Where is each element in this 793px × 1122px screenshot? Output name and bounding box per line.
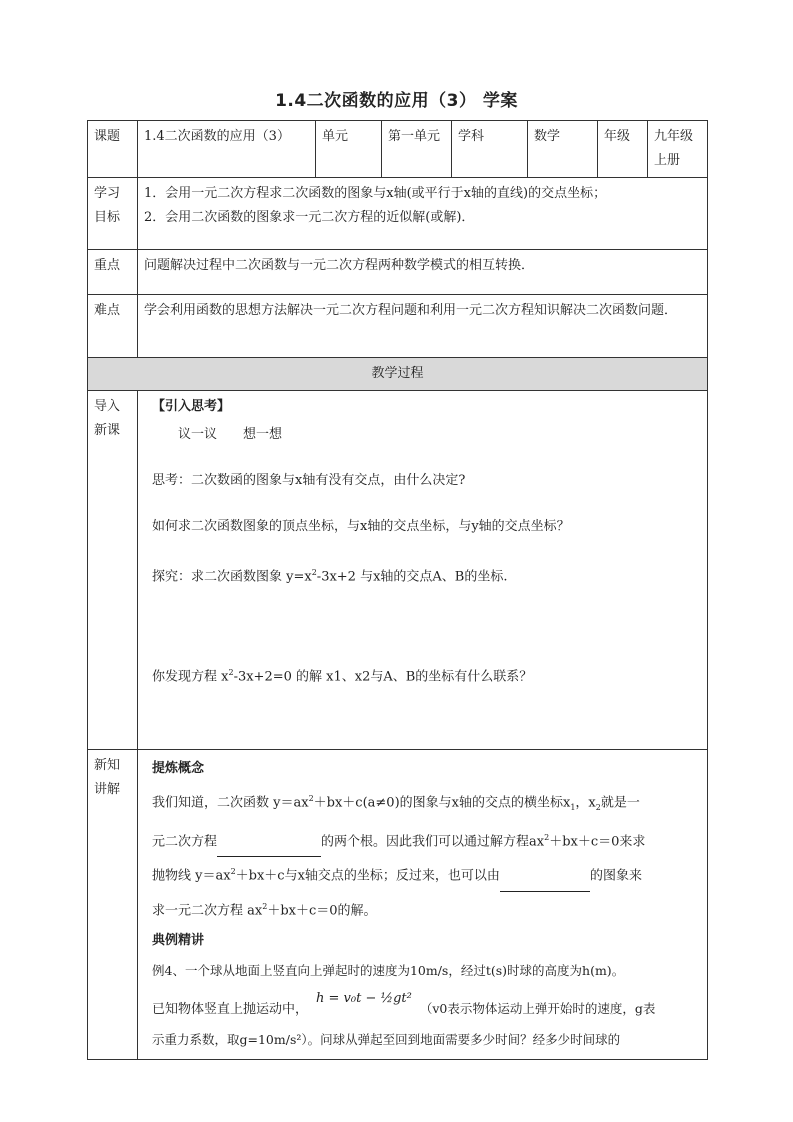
fill-blank-1[interactable] — [217, 840, 321, 857]
example-heading: 典例精讲 — [152, 932, 205, 948]
fill-blank-2[interactable] — [500, 875, 590, 892]
intro-heading: 【引入思考】 — [152, 399, 231, 414]
intro-row — [88, 391, 708, 750]
newknow-line-3: 抛物线 $y=ax^2+bx+c$与x轴交点的坐标；反过来，也可以由 的图象来 — [152, 857, 701, 891]
intro-label: 导入新课 — [88, 391, 138, 750]
header-cell-7: 年级 — [598, 121, 648, 178]
intro-q4: 你发现方程 $x^2-3x+2=0$ 的解 x1、x2与A、B的坐标有什么联系？ — [152, 668, 533, 685]
newknow-label: 新知讲解 — [88, 750, 138, 1060]
hard-content: 学会利用函数的思想方法解决一元二次方程问题和利用一元二次方程知识解决二次函数问题． — [138, 295, 708, 358]
goals-row — [88, 178, 708, 250]
process-header: 教学过程 — [88, 358, 708, 391]
intro-q2: 如何求二次函数图象的顶点坐标，与x轴的交点坐标，与y轴的交点坐标？ — [152, 519, 570, 534]
header-cell-4: 第一单元 — [382, 121, 452, 178]
header-row — [88, 121, 708, 178]
header-cell-2: 1.4二次函数的应用（3） — [138, 121, 316, 178]
key-content: 问题解决过程中二次函数与一元二次方程两种数学模式的相互转换． — [138, 250, 708, 295]
header-cell-5: 学科 — [452, 121, 528, 178]
intro-q3: 探究：求二次函数图象 $y=x^2-3x+2$ 与x轴的交点A、B的坐标. — [152, 568, 508, 585]
newknow-row — [88, 750, 708, 1060]
process-header-row — [88, 358, 708, 391]
intro-sub: 议一议 想一想 — [178, 427, 283, 442]
goals-label: 学习目标 — [88, 178, 138, 250]
goal-line-1: 1．会用一元二次方程求二次函数的图象与x轴(或平行于x轴的直线)的交点坐标； — [144, 186, 607, 201]
key-row — [88, 250, 708, 295]
lesson-table — [87, 120, 708, 1060]
header-cell-3: 单元 — [316, 121, 382, 178]
hard-label: 难点 — [88, 295, 138, 358]
page-title: 1.4二次函数的应用（3） 学案 — [275, 91, 518, 111]
goals-content — [138, 178, 708, 250]
newknow-heading: 提炼概念 — [152, 761, 205, 776]
key-label: 重点 — [88, 250, 138, 295]
newknow-line-2: 元二次方程 的两个根。因此我们可以通过解方程$ax^2+bx+c=0$来求 — [152, 823, 701, 857]
intro-q1: 思考：二次数函的图象与x轴有没有交点，由什么决定? — [152, 473, 466, 488]
formula-h: h = v₀t − ½gt² — [316, 991, 412, 1007]
newknow-content — [138, 750, 708, 1060]
hard-row — [88, 295, 708, 358]
header-cell-1: 课题 — [88, 121, 138, 178]
example-line-3: 示重力系数，取g=10m/s²）。问球从弹起至回到地面需要多少时间？经多少时间球的 — [152, 1031, 621, 1047]
header-cell-6: 数学 — [528, 121, 598, 178]
example-line-2: 已知物体竖直上抛运动中，h = v₀t − ½gt²（v0表示物体运动上弹开始时的速度，g表 — [152, 994, 701, 1025]
example-line-1: 例4、一个球从地面上竖直向上弹起时的速度为10m/s，经过t(s)时球的高度为h(m)。 — [152, 962, 625, 978]
goal-line-2: 2．会用二次函数的图象求一元二次方程的近似解(或解)． — [144, 210, 475, 225]
intro-content — [138, 391, 708, 750]
newknow-line-4: 求一元二次方程 $ax^2+bx+c=0$的解。 — [152, 901, 377, 918]
header-cell-8: 九年级上册 — [648, 121, 708, 178]
newknow-line-1: 我们知道，二次函数 $y=ax^2+bx+c(a\ne 0)$的图象与x轴的交点的横坐标$x_1$，$x_2$就是一 — [152, 794, 640, 812]
